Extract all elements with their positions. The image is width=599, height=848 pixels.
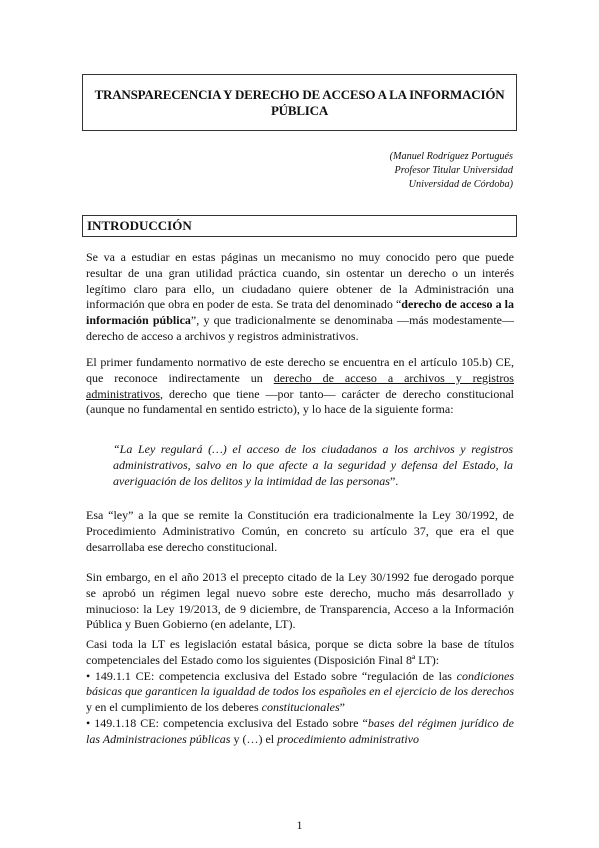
bullet-1491-18 [86,716,514,748]
bullet-2-italic-2: procedimiento administrativo [277,731,419,746]
paragraph-4 [86,570,514,633]
paragraph-3 [86,508,514,555]
constitution-quote [113,442,513,489]
document-title: TRANSPARECENCIA Y DERECHO DE ACCESO A LA INFORMACIÓN PÚBLICA [94,86,505,118]
bullet-1-end: ” [339,700,345,715]
paragraph-4-text: Sin embargo, en el año 2013 el precepto citado de la Ley 30/1992 fue derogado porque se aprobó un régimen legal nuevo sobre este derecho, mucho más desarrollado y minucioso: la Ley 19/2013, de 9 diciembre, de Transparencia, Acceso a la Información Pública y Buen Gobierno (en adelante, LT). [86,570,514,632]
paragraph-1 [86,250,514,345]
bullet-1-text: • 149.1.1 CE: competencia exclusiva del Estado sobre “regulación de las [86,668,457,683]
bullet-1491-1 [86,669,514,716]
quote-close: ”. [389,473,399,488]
paragraph-1-text-end: ”, y que tradicionalmente se denominaba —más modestamente— derecho de acceso a archivos y registros administrativos. [86,313,514,343]
paragraph-1-text: Se va a estudiar en estas páginas un mecanismo no muy conocido pero que puede resultar de una gran utilidad práctica cuando, sin ostentar un derecho o un interés legítimo claro para ello, un ciudadano quiere obtener de la Administración una información que obra en poder de esta. Se trata del denominado “ [86,250,514,312]
bullet-1-italic: condiciones básicas que garanticen la igualdad de todos los españoles en el ejercicio de los derechos [86,668,514,699]
author-position: Profesor Titular Universidad [394,165,513,176]
paragraph-2 [86,355,514,418]
paragraph-5-intro: Casi toda la LT es legislación estatal básica, porque se dicta sobre la base de títulos competenciales del Estado como los siguientes (Disposición Final 8ª LT): [86,637,514,667]
bullet-1-mid: y en el cumplimiento de los deberes [86,700,262,715]
paragraph-2-text-end: , derecho que tiene —por tanto— carácter de derecho constitucional (aunque no fundamental en sentido estricto), y lo hace de la siguiente forma: [86,386,514,417]
paragraph-5 [86,637,514,748]
author-affiliation: Universidad de Córdoba) [408,179,513,190]
section-heading-box [82,215,517,237]
bullet-2-mid: y (…) el [230,731,278,746]
paragraph-2-underlined-term: derecho de acceso a archivos y registros administrativos [86,370,514,401]
paragraph-1-bold-term: derecho de acceso a la información pública [86,297,514,328]
page-number: 1 [296,818,303,832]
author-name: (Manuel Rodríguez Portugués [389,151,513,162]
paragraph-3-text: Esa “ley” a la que se remite la Constitución era tradicionalmente la Ley 30/1992, de Procedimiento Administrativo Común, en concreto su artículo 37, que era el que desarrollaba ese derecho constitucional. [86,508,514,554]
paragraph-2-text: El primer fundamento normativo de este derecho se encuentra en el artículo 105.b) CE, que reconoce indirectamente un [86,355,514,385]
bullet-1-italic-2: constitucionales [261,700,340,715]
bullet-2-italic: bases del régimen jurídico de las Administraciones públicas [86,715,514,746]
section-heading: INTRODUCCIÓN [87,218,192,233]
bullet-2-text: • 149.1.18 CE: competencia exclusiva del Estado sobre “ [86,715,368,730]
author-block [390,150,513,192]
title-box [82,74,517,131]
quote-text: “La Ley regulará (…) el acceso de los ciudadanos a los archivos y registros administrativos, salvo en lo que afecte a la seguridad y defensa del Estado, la averiguación de los delitos y la intimidad de las personas [113,442,513,488]
